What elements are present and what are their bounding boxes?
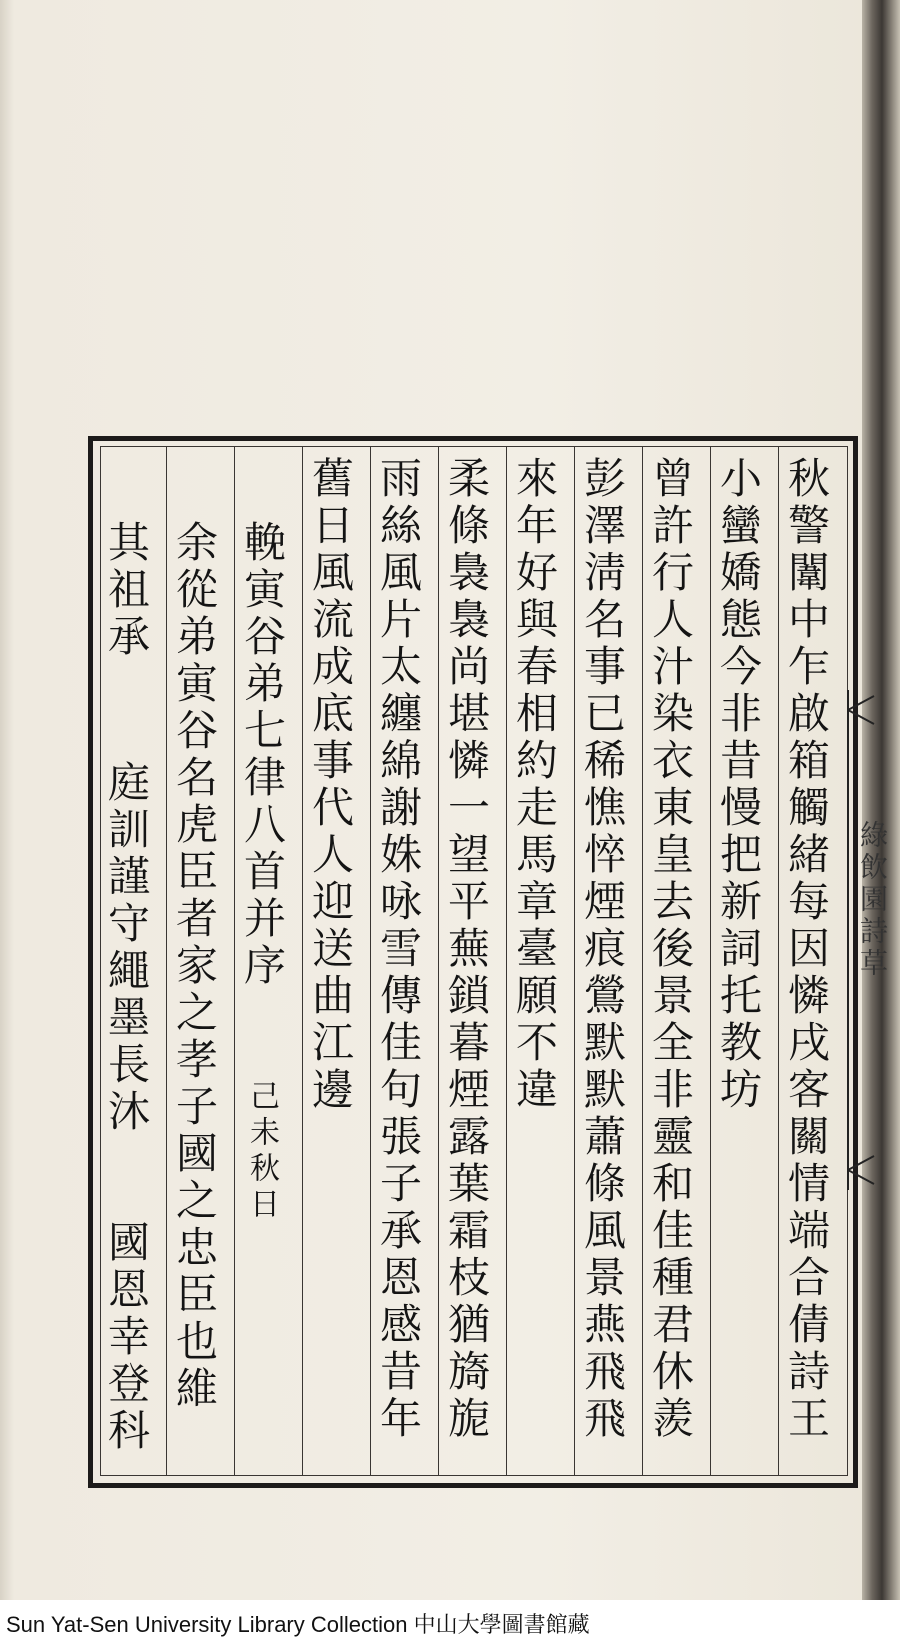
text-column-1: 秋警闈中乍啟箱觸緒每因憐戌客關情端合倩詩王 [782,456,831,1443]
text-column-11-bottom: 國恩幸登科 [102,1220,151,1455]
column-rule [234,446,235,1476]
text-column-2: 小蠻嬌態今非昔慢把新詞托教坊 [714,456,763,1114]
poem-heading [238,520,287,990]
column-rule [370,446,371,1476]
poem-title: 輓寅谷弟七律八首并序 [238,520,287,990]
column-rule [438,446,439,1476]
column-rule [778,446,779,1476]
text-column-11-mid: 庭訓謹守繩墨長沐 [102,760,151,1136]
text-column-4: 彭澤淸名事已稀憔悴煙痕鶯默默蕭條風景燕飛飛 [578,456,627,1443]
text-column-5: 來年好與春相約走馬章臺願不違 [510,456,559,1114]
poem-date: 己未秋日 [244,1080,279,1224]
text-column-7: 雨絲風片太纏綿謝姝咏雪傳佳句張子承恩感昔年 [374,456,423,1443]
text-column-6: 柔條裊裊尚堪憐一望平蕪鎖暮煙露葉霜枝猶旖旎 [442,456,491,1443]
column-rule [302,446,303,1476]
column-rule [710,446,711,1476]
text-column-3: 曾許行人汁染衣東皇去後景全非靈和佳種君休羨 [646,456,695,1443]
footer-bar [0,1600,900,1647]
footer-credit: Sun Yat-Sen University Library Collection 中山大學圖書館藏 [6,1612,590,1637]
text-column-11-top: 其祖承 [102,520,151,661]
margin-title: 綠飲園詩草 [856,820,889,980]
text-column-10: 余從弟寅谷名虎臣者家之孝子國之忠臣也維 [170,520,219,1413]
column-rule [642,446,643,1476]
column-rule [506,446,507,1476]
text-column-8: 舊日風流成底事代人迎送曲江邊 [306,456,355,1114]
column-rule [574,446,575,1476]
column-rule [166,446,167,1476]
